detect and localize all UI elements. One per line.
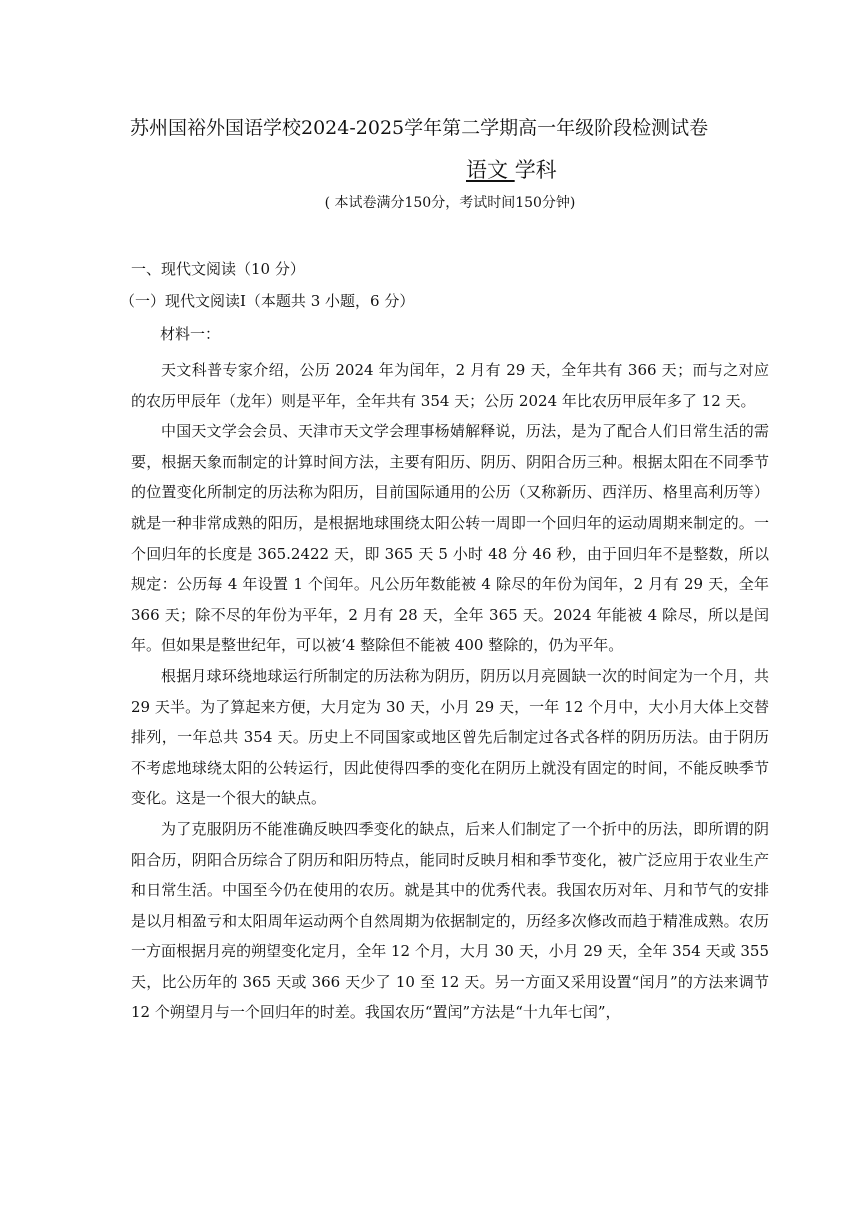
- paragraph: 天文科普专家介绍，公历 2024 年为闰年，2 月有 29 天，全年共有 366 天；而与之对应的农历甲辰年（龙年）则是平年，全年共有 354 天；公历 2024 年比农历甲辰年多了 12 天。: [131, 361, 769, 410]
- material-label: 材料一：: [160, 325, 221, 343]
- section-title: 一、现代文阅读（10 分）: [131, 260, 305, 278]
- exam-title: 苏州国裕外国语学校2024-2025学年第二学期高一年级阶段检测试卷: [130, 117, 709, 139]
- reading-passage: [131, 355, 769, 1028]
- paragraph: 中国天文学会会员、天津市天文学会理事杨婧解释说，历法，是为了配合人们日常生活的需要，根据天象而制定的计算时间方法，主要有阳历、阴历、阴阳合历三种。根据太阳在不同季节的位置变化所制定的历法称为阳历，目前国际通用的公历（又称新历、西洋历、格里高利历等）就是一种非常成熟的阳历，是根据地球围绕太阳公转一周即一个回归年的运动周期来制定的。一个回归年的长度是 365.2422 天，即 365 天 5 小时 48 分 46 秒，由于回归年不是整数，所以规定：公历每 4 年设置 1 个闰年。凡公历年数能被 4 除尽的年份为闰年，2 月有 29 天，全年 366 天；除不尽的年份为平年，2 月有 28 天，全年 365 天。2024 年能被 4 除尽，所以是闰年。但如果是整世纪年，可以被‘4 整除但不能被 400 整除的，仍为平年。: [131, 422, 769, 655]
- paragraph: 根据月球环绕地球运行所制定的历法称为阴历，阴历以月亮圆缺一次的时间定为一个月，共 29 天半。为了算起来方便，大月定为 30 天，小月 29 天，一年 12 个月中，大小月大体上交替排列，一年总共 354 天。历史上不同国家或地区曾先后制定过各式各样的阴历历法。由于阴历不考虑地球绕太阳的公转运行，因此使得四季的变化在阴历上就没有固定的时间，不能反映季节变化。这是一个很大的缺点。: [131, 666, 769, 808]
- subject-name: 语文: [466, 158, 515, 182]
- subject-line: [466, 155, 557, 185]
- subject-suffix: 学科: [514, 158, 557, 182]
- exam-note: ( 本试卷满分150分，考试时间150分钟): [324, 195, 576, 211]
- paragraph: 为了克服阴历不能准确反映四季变化的缺点，后来人们制定了一个折中的历法，即所谓的阴阳合历，阴阳合历综合了阴历和阳历特点，能同时反映月相和季节变化，被广泛应用于农业生产和日常生活。中国至今仍在使用的农历。就是其中的优秀代表。我国农历对年、月和节气的安排是以月相盈亏和太阳周年运动两个自然周期为依据制定的，历经多次修改而趋于精准成熟。农历一方面根据月亮的朔望变化定月，全年 12 个月，大月 30 天，小月 29 天，全年 354 天或 355 天，比公历年的 365 天或 366 天少了 10 至 12 天。另一方面又采用设置“闰月”的方法来调节 12 个朔望月与一个回归年的时差。我国农历“置闰”方法是“十九年七闰”，: [131, 819, 770, 1022]
- subsection-title: （一）现代文阅读Ⅰ（本题共 3 小题，6 分）: [120, 292, 415, 310]
